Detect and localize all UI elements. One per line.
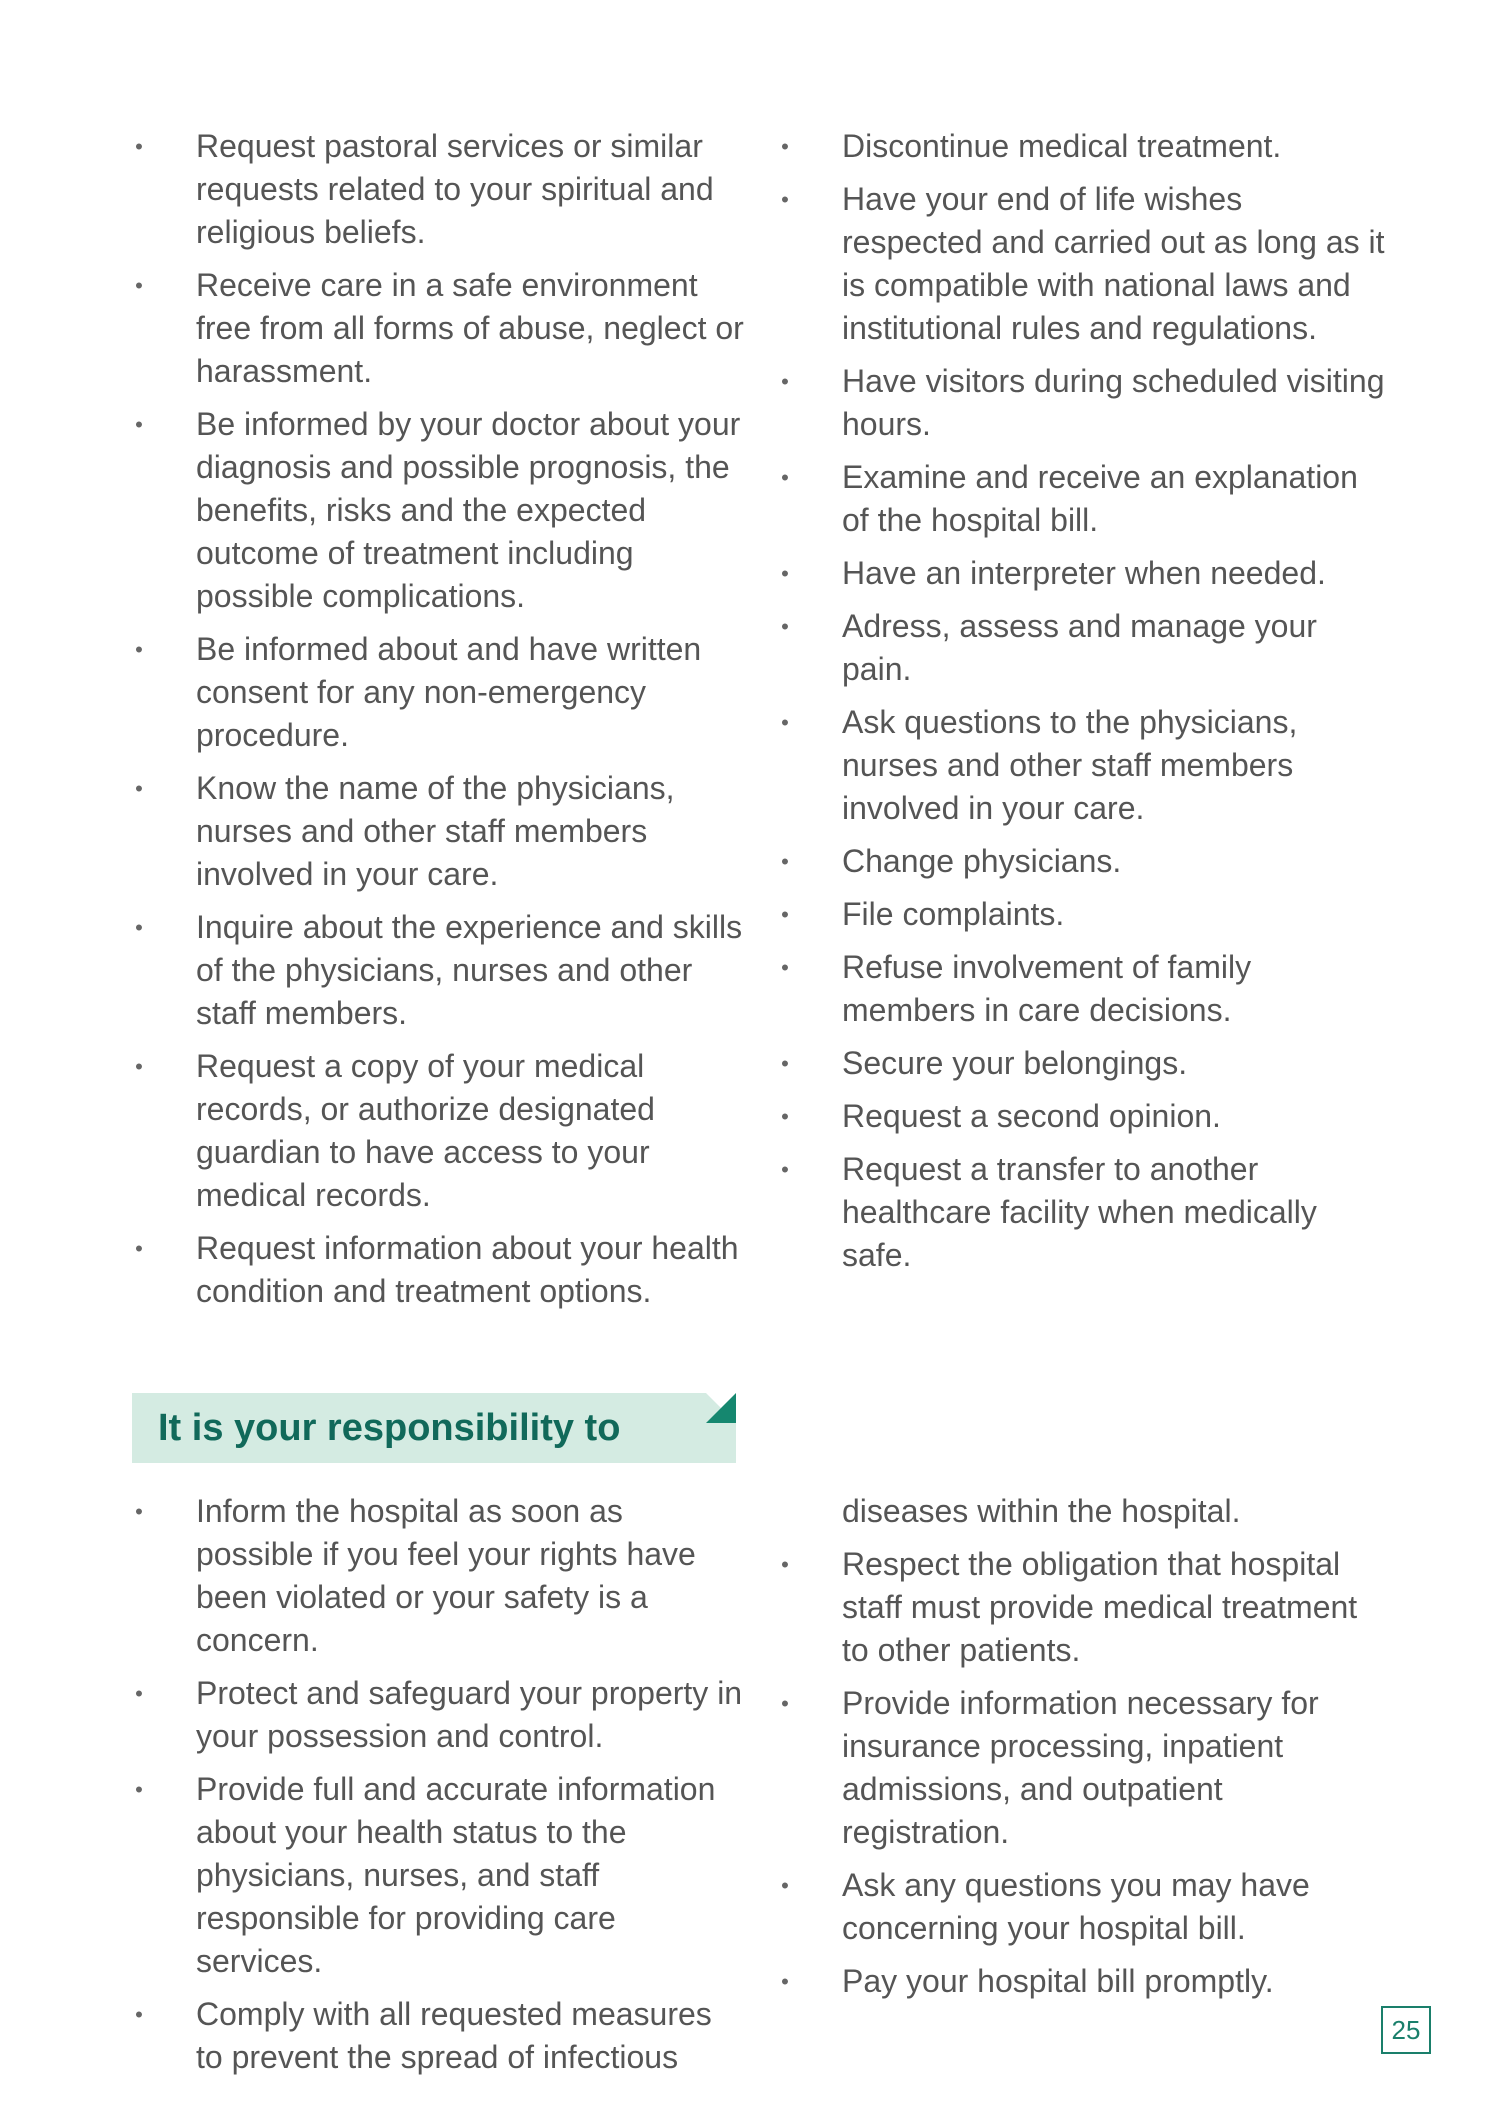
rights-list-right xyxy=(780,125,1390,1287)
list-item: • Provide information necessary for insurance processing, inpatient admissions, and outpatient registration. xyxy=(780,1682,1390,1854)
list-item: • Secure your belongings. xyxy=(780,1042,1390,1085)
list-item: • Provide full and accurate information about your health status to the physicians, nurses, and staff responsible for providing care services. xyxy=(134,1768,744,1983)
bullet-icon: • xyxy=(781,187,789,212)
list-item: • Inquire about the experience and skills of the physicians, nurses and other staff members. xyxy=(134,906,744,1035)
list-item: • Refuse involvement of family members in care decisions. xyxy=(780,946,1390,1032)
bullet-icon: • xyxy=(135,1054,143,1079)
list-item: • Know the name of the physicians, nurses and other staff members involved in your care. xyxy=(134,767,744,896)
list-item: • Be informed by your doctor about your diagnosis and possible prognosis, the benefits, risks and the expected outcome of treatment including possible complications. xyxy=(134,403,744,618)
bullet-icon: • xyxy=(781,1051,789,1076)
bullet-icon: • xyxy=(781,849,789,874)
responsibility-list-right xyxy=(780,1490,1390,2013)
bullet-icon: • xyxy=(135,134,143,159)
list-item: • Be informed about and have written consent for any non-emergency procedure. xyxy=(134,628,744,757)
list-item: • Inform the hospital as soon as possible if you feel your rights have been violated or your safety is a concern. xyxy=(134,1490,744,1662)
list-item: • Request a copy of your medical records, or authorize designated guardian to have access to your medical records. xyxy=(134,1045,744,1217)
list-item: • Have an interpreter when needed. xyxy=(780,552,1390,595)
bullet-icon: • xyxy=(135,915,143,940)
bullet-icon: • xyxy=(135,1499,143,1524)
responsibility-banner xyxy=(132,1393,736,1463)
bullet-icon: • xyxy=(781,1157,789,1182)
bullet-icon: • xyxy=(781,902,789,927)
list-item: • Comply with all requested measures to prevent the spread of infectious xyxy=(134,1993,744,2079)
bullet-icon: • xyxy=(781,1873,789,1898)
bullet-icon: • xyxy=(781,1104,789,1129)
list-item: • Change physicians. xyxy=(780,840,1390,883)
bullet-icon: • xyxy=(781,710,789,735)
list-item: • Protect and safeguard your property in your possession and control. xyxy=(134,1672,744,1758)
bullet-icon: • xyxy=(781,955,789,980)
list-item: • Have visitors during scheduled visiting hours. xyxy=(780,360,1390,446)
bullet-icon: • xyxy=(135,1777,143,1802)
list-item: • Ask any questions you may have concerning your hospital bill. xyxy=(780,1864,1390,1950)
bullet-icon: • xyxy=(135,412,143,437)
list-item: • Discontinue medical treatment. xyxy=(780,125,1390,168)
list-item-continuation: diseases within the hospital. xyxy=(842,1493,1241,1529)
bullet-icon: • xyxy=(781,134,789,159)
list-item: • Examine and receive an explanation of the hospital bill. xyxy=(780,456,1390,542)
list-item: • Respect the obligation that hospital staff must provide medical treatment to other patients. xyxy=(780,1543,1390,1672)
list-item: • Request information about your health condition and treatment options. xyxy=(134,1227,744,1313)
bullet-icon: • xyxy=(135,637,143,662)
bullet-icon: • xyxy=(135,1681,143,1706)
list-item: • Ask questions to the physicians, nurses and other staff members involved in your care. xyxy=(780,701,1390,830)
list-item: • Request pastoral services or similar requests related to your spiritual and religious beliefs. xyxy=(134,125,744,254)
bullet-icon: • xyxy=(135,1236,143,1261)
list-item: • Request a second opinion. xyxy=(780,1095,1390,1138)
bullet-icon: • xyxy=(781,1969,789,1994)
page-number: 25 xyxy=(1381,2006,1431,2054)
responsibility-list-left xyxy=(134,1490,744,2089)
bullet-icon: • xyxy=(135,273,143,298)
corner-triangle-icon xyxy=(706,1393,736,1423)
bullet-icon: • xyxy=(781,1691,789,1716)
bullet-icon: • xyxy=(781,561,789,586)
list-item: • Request a transfer to another healthcare facility when medically safe. xyxy=(780,1148,1390,1277)
bullet-icon: • xyxy=(781,369,789,394)
list-item: • Pay your hospital bill promptly. xyxy=(780,1960,1390,2003)
list-item: • Adress, assess and manage your pain. xyxy=(780,605,1390,691)
bullet-icon: • xyxy=(781,614,789,639)
list-item: • Have your end of life wishes respected and carried out as long as it is compatible with national laws and institutional rules and regulations. xyxy=(780,178,1390,350)
list-item: • File complaints. xyxy=(780,893,1390,936)
list-item: • Receive care in a safe environment free from all forms of abuse, neglect or harassment. xyxy=(134,264,744,393)
bullet-icon: • xyxy=(781,1552,789,1577)
rights-list-left xyxy=(134,125,744,1323)
section-heading: It is your responsibility to xyxy=(158,1407,621,1449)
bullet-icon: • xyxy=(781,465,789,490)
bullet-icon: • xyxy=(135,776,143,801)
bullet-icon: • xyxy=(135,2002,143,2027)
